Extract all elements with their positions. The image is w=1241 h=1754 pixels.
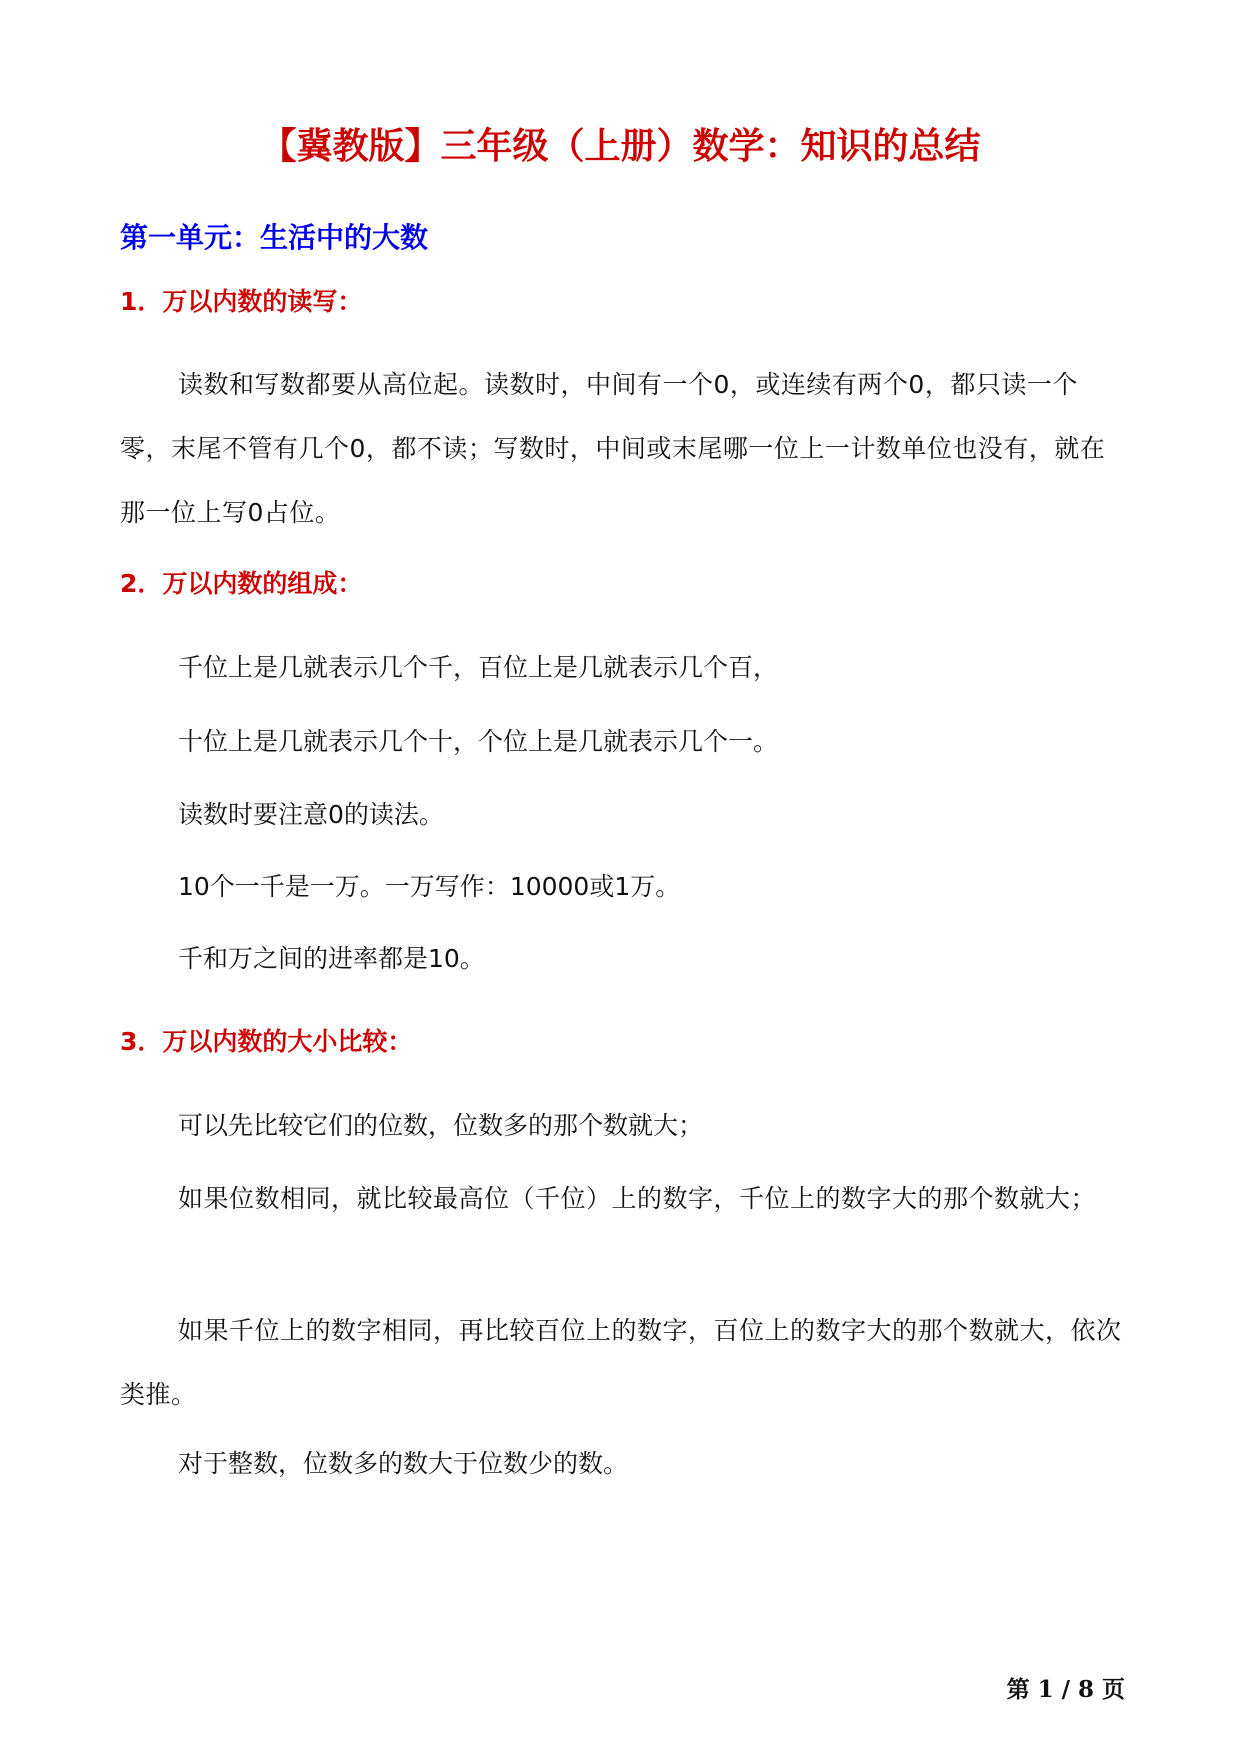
- section-2-line-2: 十位上是几就表示几个十，个位上是几就表示几个一。: [178, 727, 779, 756]
- section-2-line-3: 读数时要注意0的读法。: [178, 800, 444, 829]
- section-3-paragraph-2: 如果位数相同，就比较最高位（千位）上的数字，千位上的数字大的那个数就大；: [178, 1184, 1097, 1213]
- section-heading-1: 1．万以内数的读写：: [120, 287, 363, 316]
- section-3-paragraph-3: 如果千位上的数字相同，再比较百位上的数字，百位上的数字大的那个数就大，依次类推。: [120, 1316, 1122, 1409]
- section-2-line-5: 千和万之间的进率都是10。: [178, 944, 485, 973]
- section-3-line-1: 可以先比较它们的位数，位数多的那个数就大；: [178, 1111, 704, 1140]
- section-2-line-1: 千位上是几就表示几个千，百位上是几就表示几个百，: [178, 653, 779, 682]
- section-heading-2: 2．万以内数的组成：: [120, 569, 363, 598]
- section-heading-3: 3．万以内数的大小比较：: [120, 1027, 413, 1056]
- section-2-line-4: 10个一千是一万。一万写作：10000或1万。: [178, 872, 681, 901]
- section-3-line-4: 对于整数，位数多的数大于位数少的数。: [178, 1449, 629, 1478]
- unit-title: 第一单元：生活中的大数: [120, 221, 429, 254]
- document-title: 【冀教版】三年级（上册）数学：知识的总结: [260, 125, 981, 167]
- page-number-footer: 第 1 / 8 页: [1006, 1676, 1125, 1703]
- section-1-paragraph: 读数和写数都要从高位起。读数时，中间有一个0，或连续有两个0，都只读一个零，末尾不管有几个0，都不读；写数时，中间或末尾哪一位上一计数单位也没有，就在那一位上写0占位。: [120, 370, 1106, 527]
